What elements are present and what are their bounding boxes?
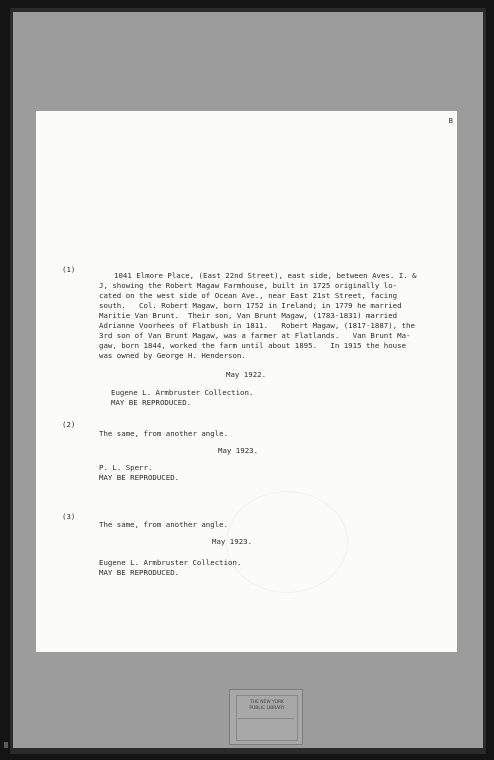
- entry-1-line-6: Adrianne Voorhees of Flatbush in 1811. Robert Magaw, (1817-1887), the: [99, 321, 415, 330]
- entry-1-rights: MAY BE REPRODUCED.: [111, 398, 192, 407]
- stamp-line-2: PUBLIC LIBRARY: [249, 706, 285, 712]
- stamp-line-1: THE NEW YORK: [250, 700, 284, 705]
- entry-1-line-8: gaw, born 1844, worked the farm until about 1895. In 1915 the house: [99, 341, 407, 350]
- entry-3-rights: MAY BE REPRODUCED.: [99, 568, 180, 577]
- entry-1-line-7: 3rd son of Van Brunt Magaw, was a farmer at Flatlands. Van Brunt Ma-: [99, 331, 411, 340]
- entry-3-credit: Eugene L. Armbruster Collection.: [99, 558, 242, 567]
- entry-2-credit: P. L. Sperr.: [99, 463, 153, 472]
- document-sheet: [36, 111, 457, 652]
- entry-3-line-1: The same, from another angle.: [99, 520, 229, 529]
- corner-mark: [4, 742, 8, 748]
- entry-3-date: May 1923.: [212, 537, 253, 546]
- entry-1-number: (1): [62, 265, 76, 274]
- entry-3-number: (3): [62, 512, 76, 521]
- entry-1-line-1: 1041 Elmore Place, (East 22nd Street), east side, between Aves. I. &: [114, 271, 417, 280]
- entry-1-line-2: J, showing the Robert Magaw Farmhouse, built in 1725 originally lo-: [99, 281, 398, 290]
- entry-2-number: (2): [62, 420, 76, 429]
- library-stamp: [229, 689, 303, 745]
- entry-2-line-1: The same, from another angle.: [99, 429, 229, 438]
- entry-2-date: May 1923.: [218, 446, 259, 455]
- entry-1-credit: Eugene L. Armbruster Collection.: [111, 388, 254, 397]
- stamp-rule: [238, 718, 294, 733]
- entry-1-line-3: cated on the west side of Ocean Ave., near East 21st Street, facing: [99, 291, 398, 300]
- entry-1-date: May 1922.: [226, 370, 267, 379]
- entry-1-line-9: was owned by George H. Henderson.: [99, 351, 246, 360]
- page-number: B: [448, 117, 453, 125]
- entry-2-rights: MAY BE REPRODUCED.: [99, 473, 180, 482]
- entry-1-line-4: south. Col. Robert Magaw, born 1752 in Ireland; in 1779 he married: [99, 301, 402, 310]
- entry-1-line-5: Maritie Van Brunt. Their son, Van Brunt Magaw, (1783-1831) married: [99, 311, 398, 320]
